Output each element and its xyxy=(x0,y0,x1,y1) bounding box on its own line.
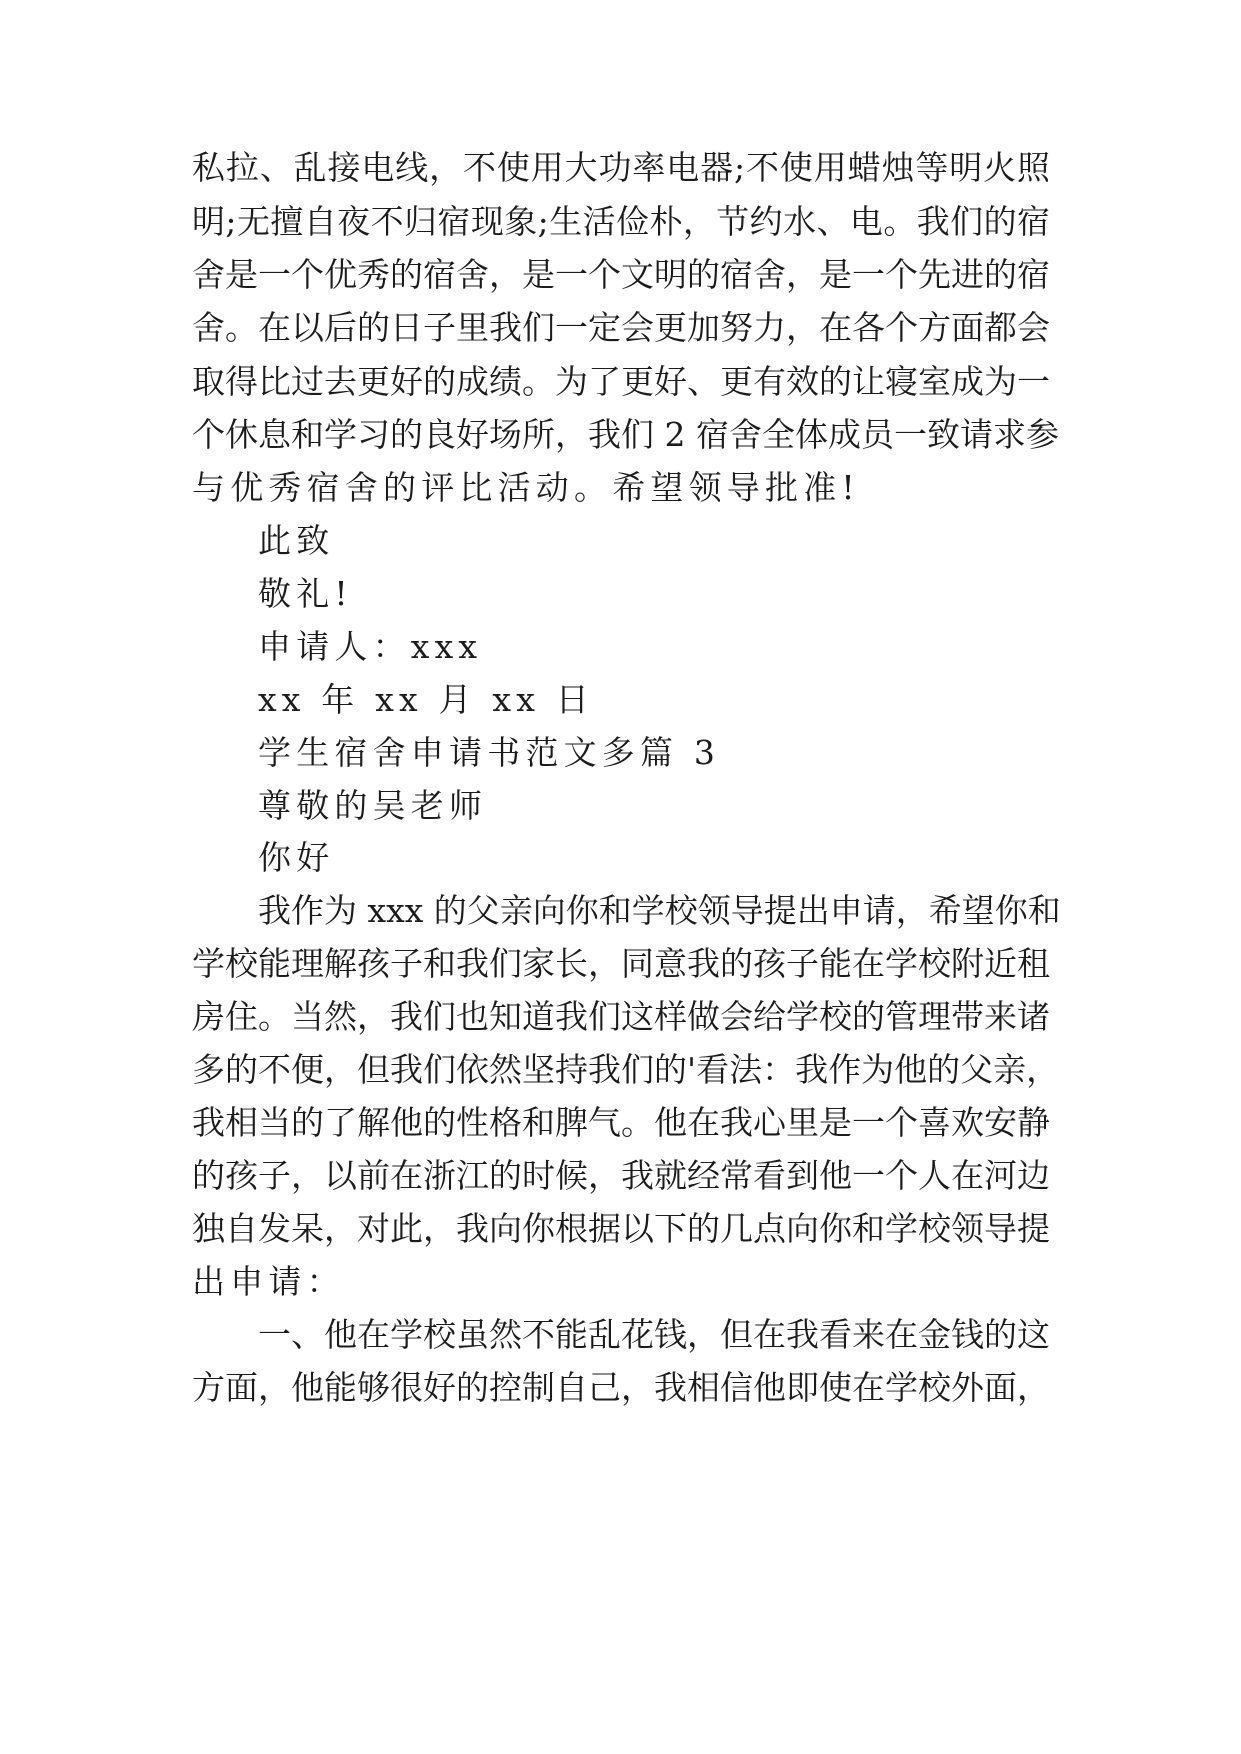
letter-date: xx 年 xx 月 xx 日 xyxy=(258,680,594,719)
paragraph-line: 方面，他能够很好的控制自己，我相信他即使在学校外面， xyxy=(192,1368,1050,1407)
paragraph-line: 独自发呆，对此，我向你根据以下的几点向你和学校领导提 xyxy=(192,1209,1050,1248)
paragraph-line: 出申请： xyxy=(192,1262,345,1301)
paragraph-line: 我作为 xxx 的父亲向你和学校领导提出申请，希望你和 xyxy=(258,891,1061,930)
paragraph-line: 个休息和学习的良好场所，我们 2 宿舍全体成员一致请求参 xyxy=(192,415,1059,454)
letter-addressee: 尊敬的吴老师 xyxy=(258,786,488,825)
closing-salutation: 此致 xyxy=(258,521,335,560)
paragraph-line: 房住。当然，我们也知道我们这样做会给学校的管理带来诸 xyxy=(192,997,1050,1036)
paragraph-line: 舍是一个优秀的宿舍，是一个文明的宿舍，是一个先进的宿 xyxy=(192,255,1050,294)
paragraph-line: 与优秀宿舍的评比活动。希望领导批准! xyxy=(192,468,860,507)
applicant-signature: 申请人：xxx xyxy=(258,627,483,666)
paragraph-line: 一、他在学校虽然不能乱花钱，但在我看来在金钱的这 xyxy=(258,1315,1050,1354)
closing-regards: 敬礼! xyxy=(258,574,353,613)
paragraph-line: 多的不便，但我们依然坚持我们的'看法：我作为他的父亲， xyxy=(192,1050,1060,1089)
paragraph-line: 的孩子，以前在浙江的时候，我就经常看到他一个人在河边 xyxy=(192,1156,1050,1195)
section-title: 学生宿舍申请书范文多篇 3 xyxy=(258,733,721,772)
letter-greeting: 你好 xyxy=(258,838,335,877)
paragraph-line: 学校能理解孩子和我们家长，同意我的孩子能在学校附近租 xyxy=(192,944,1050,983)
paragraph-line: 取得比过去更好的成绩。为了更好、更有效的让寝室成为一 xyxy=(192,362,1050,401)
paragraph-line: 明;无擅自夜不归宿现象;生活俭朴，节约水、电。我们的宿 xyxy=(192,202,1050,241)
paragraph-line: 舍。在以后的日子里我们一定会更加努力，在各个方面都会 xyxy=(192,308,1050,347)
paragraph-line: 我相当的了解他的性格和脾气。他在我心里是一个喜欢安静 xyxy=(192,1103,1050,1142)
paragraph-line: 私拉、乱接电线，不使用大功率电器;不使用蜡烛等明火照 xyxy=(192,148,1050,187)
